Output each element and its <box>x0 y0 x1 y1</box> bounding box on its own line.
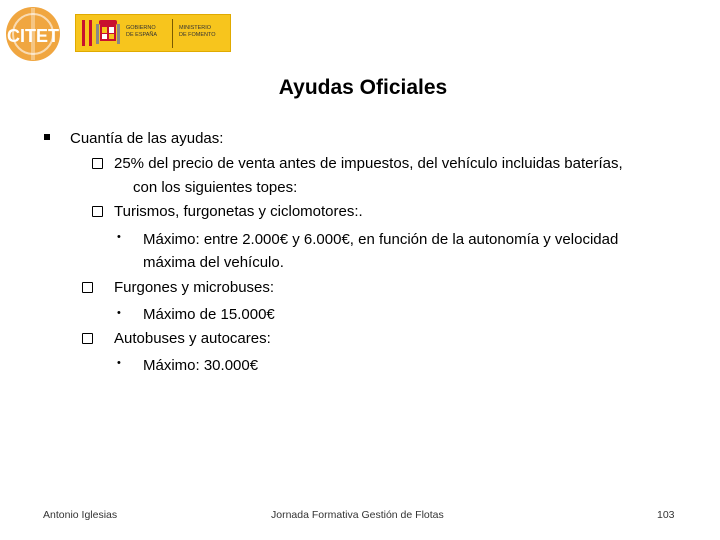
ministry-logo <box>75 14 231 52</box>
ministry-line-1: MINISTERIO <box>179 25 212 31</box>
footer-event: Jornada Formativa Gestión de Flotas <box>271 509 444 521</box>
gov-text <box>126 25 157 38</box>
ministry-text <box>179 25 216 38</box>
item4-text: Autobuses y autocares: <box>114 330 271 347</box>
item4-sub-text: Máximo: 30.000€ <box>143 357 259 374</box>
checkbox-bullet-icon <box>92 206 103 217</box>
item3-sub-text: Máximo de 15.000€ <box>143 306 275 323</box>
item1-line1: 25% del precio de venta antes de impuestos, del vehículo incluidas baterías, <box>114 155 623 172</box>
ministry-line-2: DE FOMENTO <box>179 31 216 38</box>
gov-line-1: GOBIERNO <box>126 25 156 31</box>
citet-logo-text: CITET <box>7 26 59 46</box>
item3-text: Furgones y microbuses: <box>114 279 275 296</box>
coat-of-arms-icon <box>96 19 120 47</box>
footer-author: Antonio Iglesias <box>43 509 118 521</box>
dot-bullet-icon: • <box>117 231 121 243</box>
square-bullet-icon <box>44 134 50 140</box>
dot-bullet-icon: • <box>117 357 121 369</box>
citet-logo <box>4 6 64 62</box>
checkbox-bullet-icon <box>82 282 93 293</box>
item2-sub-line2: máxima del vehículo. <box>143 254 284 271</box>
item2-sub-line1: Máximo: entre 2.000€ y 6.000€, en función de la autonomía y velocidad <box>143 231 619 248</box>
item2-text: Turismos, furgonetas y ciclomotores:. <box>114 203 363 220</box>
logo-divider <box>172 19 173 48</box>
flag-stripe-icon <box>80 18 94 48</box>
checkbox-bullet-icon <box>82 333 93 344</box>
main-bullet-text: Cuantía de las ayudas: <box>70 130 224 147</box>
checkbox-bullet-icon <box>92 158 103 169</box>
slide-title: Ayudas Oficiales <box>278 76 448 99</box>
item1-line2: con los siguientes topes: <box>133 179 298 196</box>
dot-bullet-icon: • <box>117 307 121 319</box>
footer-page-number: 103 <box>657 509 675 521</box>
gov-line-2: DE ESPAÑA <box>126 31 158 38</box>
